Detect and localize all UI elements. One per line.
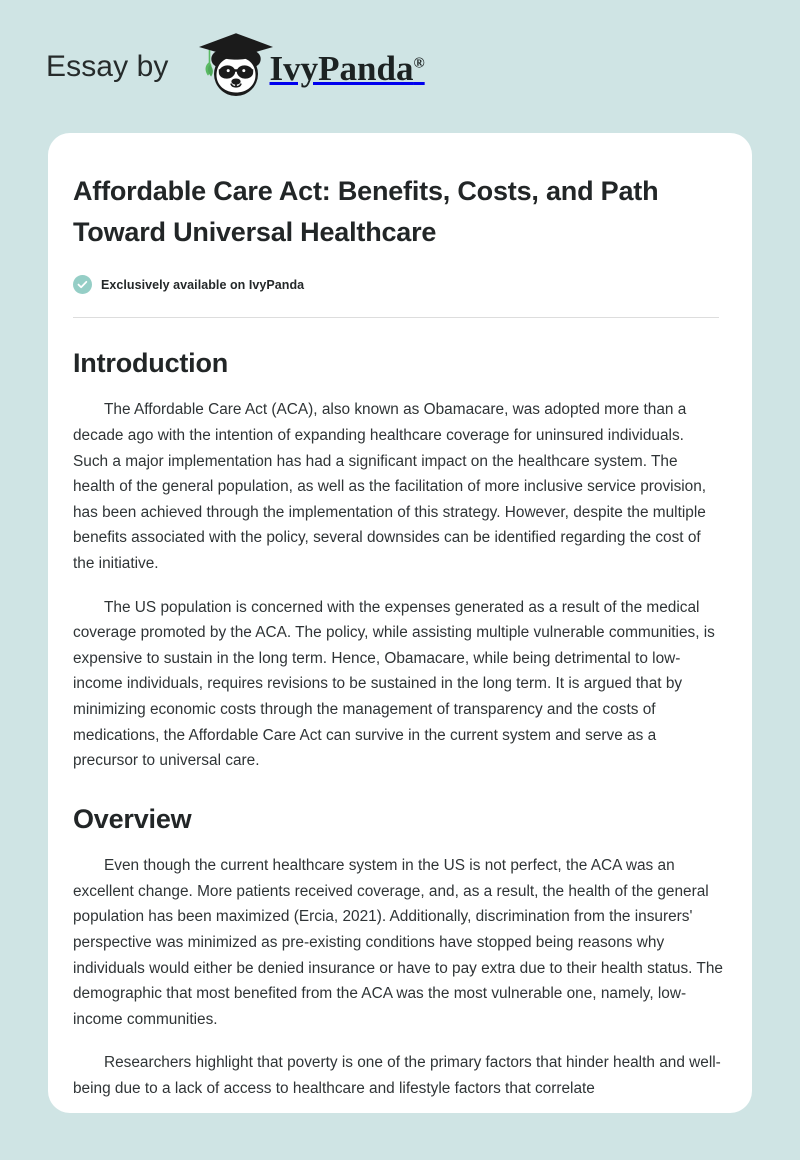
section-introduction: [73, 347, 723, 774]
ivypanda-wordmark: [270, 51, 425, 86]
paragraph: Even though the current healthcare system in the US is not perfect, the ACA was an excellent change. More patients received coverage, and, as a result, the health of the general population has been maximized (Ercia, 2021). Additionally, discrimination from the insurers' perspective was minimized as pre-existing conditions have stopped being reasons why individuals would either be denied insurance or have to pay extra due to their health status. The demographic that most benefited from the ACA was the most vulnerable one, namely, low-income communities.: [73, 857, 723, 1028]
check-circle-icon: [73, 275, 92, 294]
paragraph: Researchers highlight that poverty is one of the primary factors that hinder health and well-being due to a lack of access to healthcare and lifestyle factors that correlate: [73, 1054, 721, 1097]
ivypanda-logo-link[interactable]: [188, 31, 425, 103]
panda-graduation-cap-icon: [188, 31, 276, 103]
brand-name-text: IvyPanda: [269, 49, 414, 88]
exclusivity-badge: [73, 275, 723, 294]
title-divider: [73, 317, 719, 318]
section-heading: Overview: [73, 803, 192, 834]
section-overview: [73, 803, 723, 1102]
essay-paper-card: [48, 133, 752, 1113]
paragraph: The US population is concerned with the expenses generated as a result of the medical coverage promoted by the ACA. The policy, while assisting multiple vulnerable communities, is expensive to sustain in the long term. Hence, Obamacare, while being detrimental to low-income individuals, requires revisions to be sustained in the long term. It is argued that by minimizing economic costs through the management of transparency and the costs of medications, the Affordable Care Act can survive in the current system and serve as a precursor to universal care.: [73, 598, 715, 770]
paragraph: The Affordable Care Act (ACA), also known as Obamacare, was adopted more than a decade ago with the intention of expanding healthcare coverage for uninsured individuals. Such a major implementation has had a significant impact on the healthcare system. The health of the general population, as well as the facilitation of more inclusive service provision, has been achieved through the implementation of this strategy. However, despite the multiple benefits associated with the policy, several downsides can be identified regarding the cost of the initiative.: [73, 401, 707, 573]
essay-by-label: Essay by: [46, 49, 169, 83]
exclusivity-badge-label: Exclusively available on IvyPanda: [101, 277, 305, 292]
site-header: [0, 0, 800, 133]
registered-trademark-symbol: ®: [413, 55, 425, 72]
section-heading: Introduction: [73, 348, 229, 379]
page-title: Affordable Care Act: Benefits, Costs, and Path Toward Universal Healthcare: [73, 176, 659, 248]
